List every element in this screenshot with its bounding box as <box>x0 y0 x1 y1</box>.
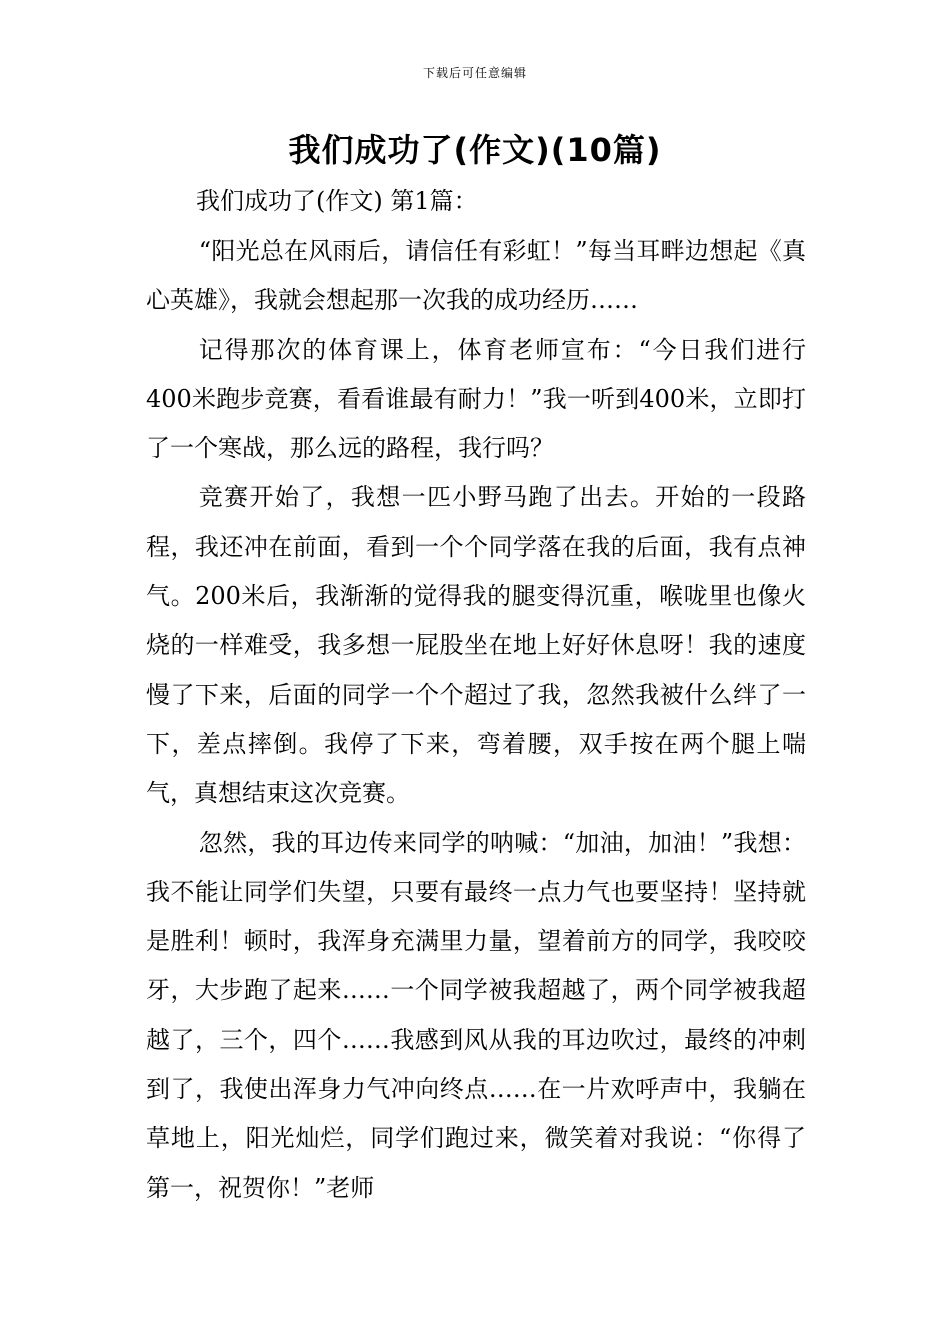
section-heading: 我们成功了(作文) 第1篇： <box>196 187 478 215</box>
document-title: 我们成功了(作文)(10篇) <box>288 131 662 169</box>
paragraph: 忽然，我的耳边传来同学的呐喊：“加油，加油！”我想：我不能让同学们失望，只要有最终一点力气也要坚持！坚持就是胜利！顿时，我浑身充满里力量，望着前方的同学，我咬咬牙，大步跑了起来……一个同学被我超越了，两个同学被我超越了，三个，四个……我感到风从我的耳边吹过，最终的冲刺到了，我使出浑身力气冲向终点……在一片欢呼声中，我躺在草地上，阳光灿烂，同学们跑过来，微笑着对我说：“你得了第一，祝贺你！”老师 <box>146 828 806 1202</box>
page-header-note: 下载后可任意编辑 <box>422 66 527 80</box>
essay-body <box>146 227 806 1213</box>
paragraph: 竞赛开始了，我想一匹小野马跑了出去。开始的一段路程，我还冲在前面，看到一个个同学落在我的后面，我有点神气。200米后，我渐渐的觉得我的腿变得沉重，喉咙里也像火烧的一样难受，我多想一屁股坐在地上好好休息呀！我的速度慢了下来，后面的同学一个个超过了我，忽然我被什么绊了一下，差点摔倒。我停了下来，弯着腰，双手按在两个腿上喘气，真想结束这次竞赛。 <box>146 483 806 808</box>
paragraph: “阳光总在风雨后，请信任有彩虹！”每当耳畔边想起《真心英雄》，我就会想起那一次我的成功经历…… <box>146 237 806 315</box>
paragraph: 记得那次的体育课上，体育老师宣布：“今日我们进行400米跑步竞赛，看看谁最有耐力！”我一听到400米，立即打了一个寒战，那么远的路程，我行吗？ <box>146 335 806 463</box>
